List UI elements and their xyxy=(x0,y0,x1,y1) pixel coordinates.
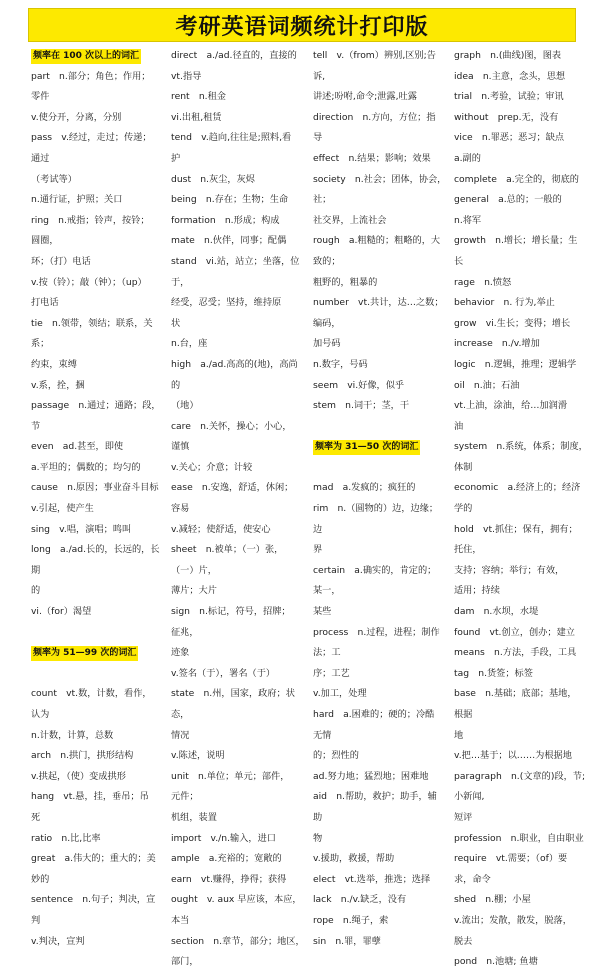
vocab-line: ratio n.比,比率 xyxy=(31,832,101,844)
vocab-line: aid n.帮助，救护；助手，辅 xyxy=(313,791,437,803)
vocab-line: 小新闻, xyxy=(454,791,485,803)
vocab-line: 助 xyxy=(313,811,323,823)
vocab-column-2 xyxy=(171,46,311,973)
vocab-line: 部门， xyxy=(171,956,199,968)
vocab-line: count vt.数，计数，看作， xyxy=(31,688,152,700)
vocab-line: hold vt.抓住；保有，拥有； xyxy=(454,523,578,535)
vocab-line: cause n.原因；事业奋斗目标 xyxy=(31,482,159,494)
vocab-line: without prep.无，没有 xyxy=(454,111,559,123)
vocab-line: 状 xyxy=(171,317,181,329)
vocab-line: seem vi.好像，似乎 xyxy=(313,379,405,391)
vocab-line: v.陈述，说明 xyxy=(171,750,225,762)
vocab-line: v.关心；介意；计较 xyxy=(171,461,253,473)
vocab-line: stem n.词干；茎，干 xyxy=(313,400,410,412)
vocab-line: rough a.粗糙的；粗略的，大 xyxy=(313,235,441,247)
vocab-line: profession n.职业，自由职业 xyxy=(454,832,584,844)
vocab-line: 零件 xyxy=(31,91,50,103)
vocab-line: 通过 xyxy=(31,152,50,164)
vocab-line: （地） xyxy=(171,400,199,412)
vocab-line: v.按（铃）；敲（钟）；（up） xyxy=(31,276,147,288)
spacer xyxy=(31,623,171,644)
vocab-line: trial n.考验，试验；审讯 xyxy=(454,91,564,103)
vocab-line: 圆圈， xyxy=(31,235,59,247)
vocab-line: 节 xyxy=(31,420,41,432)
vocab-line: v.判决，宣判 xyxy=(31,935,85,947)
vocab-line: rent n.租金 xyxy=(171,91,226,103)
vocab-line: great a.伟大的；重大的；美 xyxy=(31,853,156,865)
vocab-line: 护 xyxy=(171,152,181,164)
vocab-line: economic a.经济上的；经济 xyxy=(454,482,581,494)
vocab-line: mate n.伙伴，同事；配偶 xyxy=(171,235,287,247)
vocab-line: v.援助，救援，帮助 xyxy=(313,853,395,865)
vocab-line: v.使分开，分离，分别 xyxy=(31,111,122,123)
vocab-line: 约束，束缚 xyxy=(31,358,77,370)
section-heading: 频率为 51—99 次的词汇 xyxy=(31,646,138,661)
vocab-line: 元件； xyxy=(171,791,199,803)
vocab-line: （考试等） xyxy=(31,173,77,185)
vocab-line: oil n.油；石油 xyxy=(454,379,520,391)
vocab-line: v.把…基于；以……为根据地 xyxy=(454,750,572,762)
vocab-line: means n.方法，手段，工具 xyxy=(454,647,577,659)
vocab-line: 油 xyxy=(454,420,464,432)
vocab-line: n.数字，号码 xyxy=(313,358,368,370)
vocab-line: 求，命令 xyxy=(454,873,491,885)
vocab-line: paragraph n.(文章的)段，节; xyxy=(454,770,586,782)
vocab-line: pond n.池塘; 鱼塘 xyxy=(454,956,538,968)
vocab-line: direct a./ad.径直的，直接的 xyxy=(171,50,297,61)
vocab-line: growth n.增长；增长量；生 xyxy=(454,235,578,247)
vocab-line: 于， xyxy=(171,276,190,288)
vocab-line: 物 xyxy=(313,832,323,844)
vocab-line: even ad.甚至，即使 xyxy=(31,441,124,453)
vocab-line: care n.关怀，操心；小心， xyxy=(171,420,292,432)
section-heading: 频率在 100 次以上的词汇 xyxy=(31,49,141,64)
vocab-line: dam n.水坝，水堤 xyxy=(454,606,539,618)
vocab-line: a.副的 xyxy=(454,152,481,164)
vocab-line: 征兆， xyxy=(171,626,199,638)
page-title: 考研英语词频统计打印版 xyxy=(175,13,429,40)
vocab-line: vt.指导 xyxy=(171,70,202,82)
vocab-line: 本当 xyxy=(171,914,190,926)
vocab-column-1 xyxy=(31,46,171,952)
vocab-line: high a./ad.高高的(地)，高尚 xyxy=(171,358,298,370)
vocab-line: 环；（打）电话 xyxy=(31,255,91,267)
vocab-line: ring n.戒指；铃声，按铃； xyxy=(31,214,150,226)
vocab-line: elect vt.选举，推选；选择 xyxy=(313,873,431,885)
vocab-line: v.系，拴，捆 xyxy=(31,379,85,391)
vocab-line: shed n.棚；小屋 xyxy=(454,894,531,906)
vocab-line: 容易 xyxy=(171,503,190,515)
vocab-line: society n.社会；团体，协会， xyxy=(313,173,447,185)
vocab-line: rim n.（圆物的）边，边缘； xyxy=(313,503,439,515)
vocab-line: passage n.通过；通路；段， xyxy=(31,400,161,412)
vocab-line: 态， xyxy=(171,709,190,720)
vocab-line: v.引起，使产生 xyxy=(31,503,94,515)
spacer xyxy=(31,664,171,685)
vocab-line: 学的 xyxy=(454,503,473,515)
vocab-line: v.签名（于），署名（于） xyxy=(171,667,276,679)
vocab-line: lack n./v.缺乏，没有 xyxy=(313,894,407,906)
vocab-line: v.加工，处理 xyxy=(313,688,367,700)
vocab-line: general a.总的；一般的 xyxy=(454,194,562,206)
vocab-line: base n.基础；底部；基地， xyxy=(454,688,577,700)
vocab-line: graph n.(曲线)图，图表 xyxy=(454,50,562,61)
vocab-line: 导 xyxy=(313,132,323,144)
vocab-line: vt.上油，涂油，给…加润滑 xyxy=(454,400,568,412)
vocab-line: 法；工 xyxy=(313,647,341,659)
vocab-line: 加号码 xyxy=(313,338,341,350)
vocab-line: vi.（for）渴望 xyxy=(31,606,92,618)
vocab-line: v.减轻；使舒适，使安心 xyxy=(171,523,271,535)
vocab-line: 致的； xyxy=(313,255,341,267)
vocab-line: mad a.发疯的；疯狂的 xyxy=(313,482,416,494)
vocab-line: 妙的 xyxy=(31,873,50,885)
vocab-line: 的 xyxy=(31,585,41,597)
vocab-line: 支持；容纳；举行；有效， xyxy=(454,564,565,576)
vocab-line: ad.努力地；猛烈地；困难地 xyxy=(313,770,429,782)
vocab-line: hard a.困难的；硬的；冷酷 xyxy=(313,709,435,720)
vocab-line: n.将军 xyxy=(454,214,482,226)
vocab-line: 认为 xyxy=(31,709,50,720)
vocab-line: n.台，座 xyxy=(171,338,208,350)
vocab-line: 脱去 xyxy=(454,935,473,947)
section-heading-row xyxy=(31,643,171,664)
vocab-line: 序；工艺 xyxy=(313,667,350,679)
vocab-line: 判 xyxy=(31,914,41,926)
vocab-line: 的；烈性的 xyxy=(313,750,359,762)
vocab-line: 适用；持续 xyxy=(454,585,500,597)
vocab-line: part n.部分；角色；作用； xyxy=(31,70,151,82)
vocab-line: 情况 xyxy=(171,729,190,741)
vocab-line: ample a.充裕的；宽敞的 xyxy=(171,853,282,865)
vocab-line: tie n.领带，领结；联系，关 xyxy=(31,317,153,329)
vocab-line: tend v.趋向,往往是;照料,看 xyxy=(171,132,292,144)
vocab-line: 期 xyxy=(31,564,41,576)
section-heading: 频率为 31—50 次的词汇 xyxy=(313,440,420,455)
vocab-line: arch n.拱门，拱形结构 xyxy=(31,750,134,762)
title-banner xyxy=(28,8,576,42)
vocab-column-4 xyxy=(454,46,594,973)
vocab-line: 短评 xyxy=(454,811,473,823)
vocab-line: require vt.需要；（of）要 xyxy=(454,853,568,865)
vocab-line: 编码， xyxy=(313,317,341,329)
vocab-line: found vt.创立，创办；建立 xyxy=(454,626,575,638)
vocab-line: n.通行证，护照；关口 xyxy=(31,194,123,206)
vocab-line: 机组，装置 xyxy=(171,811,217,823)
vocab-line: 薄片；大片 xyxy=(171,585,217,597)
vocab-line: number vt.共计，达…之数； xyxy=(313,297,444,309)
vocab-line: tell v.（from）辨别,区别;告 xyxy=(313,50,436,61)
spacer xyxy=(313,417,453,438)
vocab-line: being n.存在；生物；生命 xyxy=(171,194,289,206)
vocab-line: sing v.唱，演唱；鸣叫 xyxy=(31,523,132,535)
vocab-line: 的 xyxy=(171,379,181,391)
vocab-line: direction n.方向，方位；指 xyxy=(313,111,436,123)
vocab-line: behavior n. 行为,举止 xyxy=(454,297,555,309)
vocab-line: 迹象 xyxy=(171,647,190,659)
vocab-line: 托住， xyxy=(454,544,482,556)
section-heading-row xyxy=(313,437,453,458)
vocab-line: vi.出租,租赁 xyxy=(171,111,222,123)
vocab-line: long a./ad.长的，长远的，长 xyxy=(31,544,160,556)
spacer xyxy=(313,458,453,479)
vocab-line: earn vt.赚得，挣得；获得 xyxy=(171,873,287,885)
vocab-line: tag n.货签；标签 xyxy=(454,667,533,679)
vocab-line: 死 xyxy=(31,811,41,823)
vocab-line: n.计数，计算，总数 xyxy=(31,729,114,741)
vocab-line: system n.系统，体系；制度， xyxy=(454,441,588,453)
vocab-line: ought v. aux 早应该，本应， xyxy=(171,894,302,906)
vocab-line: complete a.完全的，彻底的 xyxy=(454,173,579,185)
vocab-line: rope n.绳子，索 xyxy=(313,914,389,926)
vocab-line: rage n.愤怒 xyxy=(454,276,512,288)
vocab-line: formation n.形成；构成 xyxy=(171,214,280,226)
vocab-line: import v./n.输入，进口 xyxy=(171,832,276,844)
vocab-line: 谨慎 xyxy=(171,441,190,453)
vocab-line: 长 xyxy=(454,255,464,267)
vocab-line: 经受，忍受；坚持，维持原 xyxy=(171,297,282,309)
vocab-line: 边 xyxy=(313,523,323,535)
vocab-line: effect n.结果；影响；效果 xyxy=(313,152,431,164)
vocab-line: 社交界，上流社会 xyxy=(313,214,387,226)
vocab-line: grow vi.生长；变得；增长 xyxy=(454,317,571,329)
vocab-line: 社； xyxy=(313,194,332,206)
vocab-line: dust n.灰尘，灰烬 xyxy=(171,173,255,185)
vocab-line: ease n.安逸，舒适，休闲； xyxy=(171,482,294,494)
vocab-line: hang vt.悬，挂，垂吊；吊 xyxy=(31,791,149,803)
vocab-line: pass v.经过，走过；传递； xyxy=(31,132,152,144)
vocab-line: 界 xyxy=(313,544,323,556)
vocab-line: sentence n.句子；判决，宣 xyxy=(31,894,156,906)
vocab-line: 粗野的，粗暴的 xyxy=(313,276,378,288)
vocab-line: logic n.逻辑，推理；逻辑学 xyxy=(454,358,577,370)
section-heading-row xyxy=(31,46,171,67)
vocab-line: idea n.主意，念头，思想 xyxy=(454,70,566,82)
vocab-column-3 xyxy=(313,46,453,952)
vocab-line: sheet n.被单；（一）张， xyxy=(171,544,284,556)
vocab-line: a.平坦的；偶数的；均匀的 xyxy=(31,461,141,473)
vocab-line: 无情 xyxy=(313,729,332,741)
vocab-line: 打电话 xyxy=(31,297,59,309)
vocab-line: 某一， xyxy=(313,585,341,597)
vocab-line: certain a.确实的，肯定的； xyxy=(313,564,437,576)
vocab-line: increase n./v.增加 xyxy=(454,338,540,350)
vocab-line: unit n.单位；单元；部件， xyxy=(171,770,290,782)
vocab-line: section n.章节，部分；地区， xyxy=(171,935,305,947)
vocab-line: sign n.标记，符号，招牌； xyxy=(171,606,291,618)
vocab-line: v.拱起，（使）变成拱形 xyxy=(31,770,126,782)
vocab-line: vice n.罪恶；恶习；缺点 xyxy=(454,132,565,144)
vocab-line: 体制 xyxy=(454,461,473,473)
vocab-line: （一）片， xyxy=(171,564,217,576)
vocab-line: 某些 xyxy=(313,606,332,618)
vocab-line: v.流出；发散，散发，脱落， xyxy=(454,914,572,926)
vocab-line: 系； xyxy=(31,338,50,350)
vocab-line: 根据 xyxy=(454,709,473,720)
vocab-line: sin n.罪，罪孽 xyxy=(313,935,381,947)
vocab-line: stand vi.站，站立；坐落，位 xyxy=(171,255,300,267)
vocab-line: 诉, xyxy=(313,70,326,82)
vocab-line: state n.州，国家，政府；状 xyxy=(171,688,295,700)
vocab-line: 地 xyxy=(454,729,464,741)
vocab-line: 讲述;吩咐,命令;泄露,吐露 xyxy=(313,91,417,103)
vocab-line: process n.过程，进程；制作 xyxy=(313,626,440,638)
